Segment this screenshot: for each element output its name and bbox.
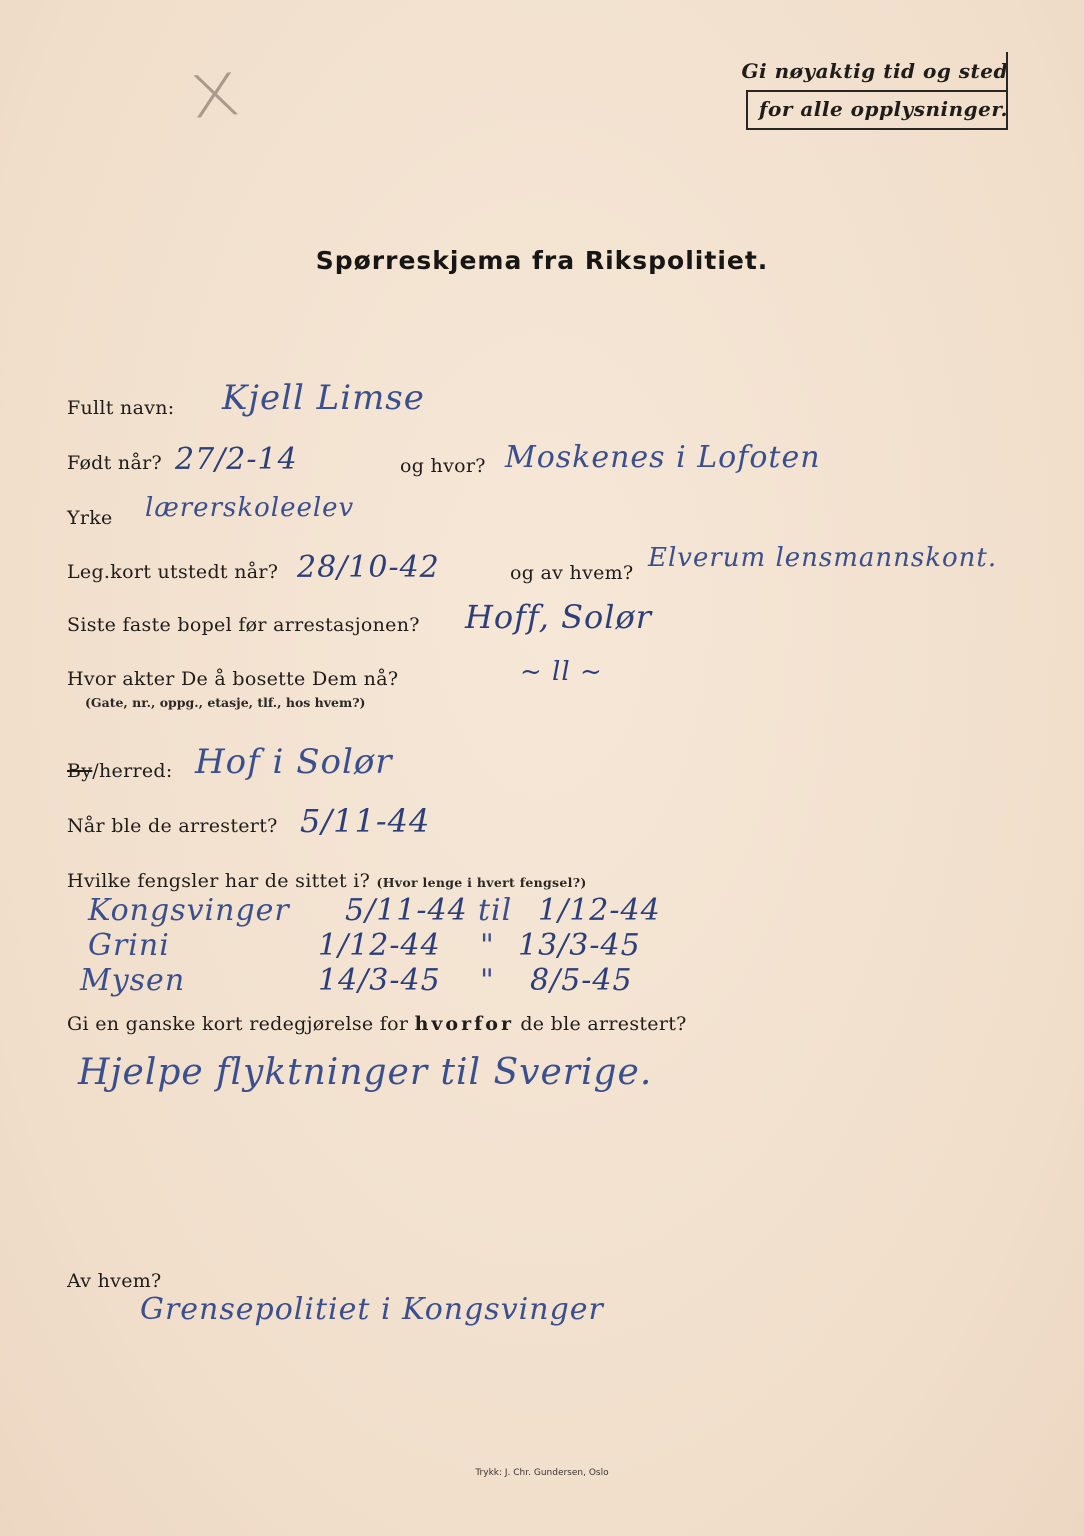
- why-label: [67, 1013, 687, 1035]
- prison-place: Grini: [88, 928, 170, 963]
- settle-label: Hvor akter De å bosette Dem nå?: [67, 668, 399, 690]
- prisons-label-main: Hvilke fengsler har de sittet i?: [67, 870, 371, 892]
- prison-sep: til: [478, 893, 513, 928]
- legkort-label: Leg.kort utstedt når?: [67, 561, 279, 583]
- prisons-sub-label: (Hvor lenge i hvert fengsel?): [376, 875, 587, 890]
- residence-label: Siste faste bopel før arrestasjonen?: [67, 614, 420, 636]
- born-where-label: og hvor?: [400, 455, 486, 477]
- why-label-a: Gi en ganske kort redegjørelse for: [67, 1013, 409, 1035]
- municipality-value: Hof i Solør: [195, 742, 393, 782]
- notice-box: [740, 52, 1008, 128]
- why-value: Hjelpe flyktninger til Sverige.: [78, 1052, 653, 1093]
- form-title: Spørreskjema fra Rikspolitiet.: [315, 246, 769, 275]
- why-label-c: de ble arrestert?: [520, 1013, 687, 1035]
- printer-imprint: Trykk: J. Chr. Gundersen, Oslo: [475, 1468, 609, 1478]
- prison-to: 8/5-45: [530, 963, 633, 998]
- name-label: Fullt navn:: [67, 397, 175, 419]
- notice-rule: [746, 128, 1008, 130]
- notice-rule: [746, 90, 1008, 92]
- by-whom-value: Grensepolitiet i Kongsvinger: [140, 1292, 604, 1327]
- born-value: 27/2-14: [175, 442, 298, 477]
- prison-from: 5/11-44: [345, 893, 468, 928]
- occupation-label: Yrke: [67, 507, 113, 529]
- born-where-value: Moskenes i Lofoten: [505, 440, 821, 475]
- arrested-label: Når ble de arrestert?: [67, 815, 278, 837]
- name-value: Kjell Limse: [222, 378, 425, 418]
- by-whom-label: Av hvem?: [67, 1270, 162, 1292]
- prison-place: Mysen: [80, 963, 186, 998]
- legkort-value: 28/10-42: [297, 550, 440, 585]
- municipality-suffix: /herred:: [92, 760, 173, 782]
- notice-line-2: for alle opplysninger.: [758, 97, 1008, 121]
- legkort-by-label: og av hvem?: [510, 562, 634, 584]
- municipality-label: [67, 760, 173, 782]
- prison-from: 1/12-44: [318, 928, 441, 963]
- legkort-by-value: Elverum lensmannskont.: [648, 543, 998, 573]
- prison-from: 14/3-45: [318, 963, 441, 998]
- handwritten-x-mark: X: [185, 60, 245, 132]
- prison-sep: ": [480, 963, 495, 998]
- prison-sep: ": [480, 928, 495, 963]
- prison-to: 1/12-44: [538, 893, 661, 928]
- settle-value: ~ ll ~: [520, 657, 603, 687]
- prison-to: 13/3-45: [518, 928, 641, 963]
- arrested-value: 5/11-44: [300, 802, 431, 840]
- notice-rule: [746, 90, 748, 128]
- why-label-b: hvorfor: [414, 1013, 514, 1035]
- prison-place: Kongsvinger: [88, 893, 290, 928]
- prisons-label: [67, 870, 587, 892]
- residence-value: Hoff, Solør: [465, 598, 653, 636]
- settle-sub-label: (Gate, nr., oppg., etasje, tlf., hos hvem?): [85, 695, 366, 710]
- born-label: Født når?: [67, 452, 162, 474]
- occupation-value: lærerskoleelev: [145, 493, 355, 523]
- notice-line-1: Gi nøyaktig tid og sted: [741, 59, 1008, 83]
- notice-rule: [1006, 52, 1008, 128]
- municipality-prefix: By: [67, 760, 93, 782]
